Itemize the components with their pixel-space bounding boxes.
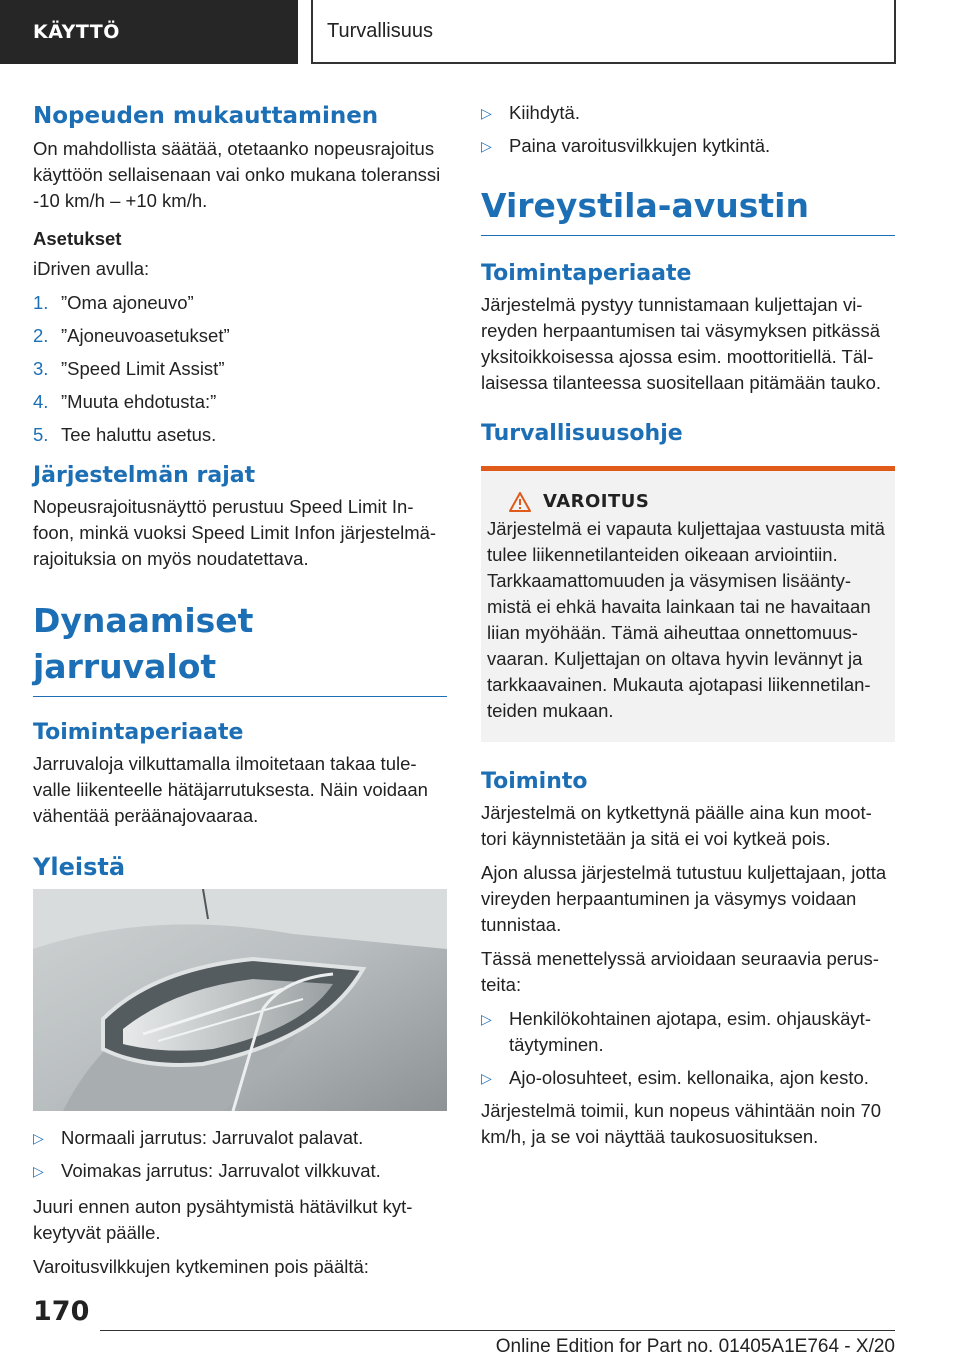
- triangle-bullet-icon: ▷: [481, 138, 492, 154]
- step-text: ”Speed Limit Assist”: [61, 358, 225, 379]
- heading-principle: Toimintaperiaate: [481, 261, 692, 286]
- chapter-title: Turvallisuus: [327, 19, 433, 42]
- page-number: 170: [33, 1296, 90, 1327]
- settings-steps: [33, 290, 447, 448]
- bullet-text: Normaali jarrutus: Jarruvalot palavat.: [61, 1127, 364, 1148]
- list-item: [481, 100, 895, 126]
- right-column: [481, 100, 895, 1162]
- step-number: 1.: [33, 292, 49, 313]
- triangle-bullet-icon: ▷: [481, 1070, 492, 1086]
- bullet-text: Ajo-olosuhteet, esim. kellonaika, ajon kesto.: [509, 1067, 869, 1088]
- heading-system-limits: Järjestelmän rajat: [33, 463, 256, 488]
- step-number: 4.: [33, 391, 49, 412]
- triangle-bullet-icon: ▷: [481, 105, 492, 121]
- list-item: [33, 1125, 447, 1151]
- list-item: [33, 323, 447, 349]
- bullet-text: Henkilökohtainen ajotapa, esim. ohjauskäyt-täytyminen.: [509, 1008, 871, 1055]
- list-item: [481, 133, 895, 159]
- triangle-bullet-icon: ▷: [33, 1163, 44, 1179]
- brake-bullets: [33, 1125, 447, 1184]
- list-item: [33, 422, 447, 448]
- principle-text: Järjestelmä pystyy tunnistamaan kuljettajan vi-reyden herpaantumisen tai väsymyksen pitkässä yksitoikkoisessa ajossa esim. moottoritiellä. Täl-laisessa tilanteessa suositellaan pitämään tauko.: [481, 294, 882, 393]
- step-number: 5.: [33, 424, 49, 445]
- function-text-1: Järjestelmä on kytkettynä päälle aina kun moot-tori käynnistetään ja sitä ei voi kytkeä pois.: [481, 802, 872, 849]
- heading-settings: Asetukset: [33, 228, 122, 249]
- heading-dynamic-brake-lights: Dynaamiset jarruvalot: [33, 598, 447, 697]
- step-text: ”Muuta ehdotusta:”: [61, 391, 217, 412]
- function-text-2: Ajon alussa järjestelmä tutustuu kuljettajaan, jotta vireyden herpaantuminen ja väsymys voidaan tunnistaa.: [481, 862, 887, 935]
- principle-text: Jarruvaloja vilkuttamalla ilmoitetaan takaa tule-valle liikenteelle hätäjarrutuksesta. Näin voidaan vähentää peräänajovaaraa.: [33, 753, 428, 826]
- criteria-bullets: [481, 1006, 895, 1091]
- step-text: ”Oma ajoneuvo”: [61, 292, 194, 313]
- list-item: [481, 1065, 895, 1091]
- warning-text: Järjestelmä ei vapauta kuljettajaa vastuusta mitä tulee liikennetilanteiden oikeaan arviointiin. Tarkkaamattomuuden ja väsymisen lisäänty-mistä ei ehkä havaita lainkaan tai ne havaitaan liian myöhään. Tämä aiheuttaa onnettomuus-vaaran. Kuljettajan on oltava hyvin levännyt ja tarkkaavainen. Mukauta ajotapasi liikennetilan-teiden mukaan.: [487, 518, 885, 721]
- list-item: [33, 389, 447, 415]
- section-title: KÄYTTÖ: [33, 21, 120, 43]
- step-number: 2.: [33, 325, 49, 346]
- function-text-4: Järjestelmä toimii, kun nopeus vähintään noin 70 km/h, ja se voi näyttää taukosuosituksen.: [481, 1100, 882, 1147]
- warning-triangle-icon: [509, 492, 531, 512]
- heading-function: Toiminto: [481, 769, 588, 794]
- step-number: 3.: [33, 358, 49, 379]
- heading-drowsiness-assistant: Vireystila-avustin: [481, 183, 895, 236]
- heading-safety: Turvallisuusohje: [481, 421, 683, 446]
- hazard-off-text: Varoitusvilkkujen kytkeminen pois päältä:: [33, 1256, 369, 1277]
- system-limits-text: Nopeusrajoitusnäyttö perustuu Speed Limit In-foon, minkä vuoksi Speed Limit Infon järjestelmä-rajoituksia on myös noudatettava.: [33, 496, 437, 569]
- heading-speed-adjust: Nopeuden mukauttaminen: [33, 103, 379, 129]
- idrive-text: iDriven avulla:: [33, 258, 150, 279]
- edition-text: Online Edition for Part no. 01405A1E764 - X/20: [495, 1336, 895, 1357]
- list-item: [33, 290, 447, 316]
- list-item: [33, 356, 447, 382]
- warning-title: VAROITUS: [543, 491, 650, 512]
- step-text: Tee haluttu asetus.: [61, 424, 217, 445]
- triangle-bullet-icon: ▷: [481, 1011, 492, 1027]
- section-tab: [0, 0, 298, 64]
- step-text: ”Ajoneuvoasetukset”: [61, 325, 230, 346]
- heading-general: Yleistä: [33, 853, 126, 881]
- warning-header: [487, 491, 887, 512]
- speed-adjust-text: On mahdollista säätää, otetaanko nopeusrajoitus käyttöön sellaisenaan vai onko mukana toleranssi -10 km/h – +10 km/h.: [33, 138, 441, 211]
- footer-divider: [100, 1330, 895, 1331]
- triangle-bullet-icon: ▷: [33, 1130, 44, 1146]
- list-item: [481, 1006, 895, 1058]
- function-text-3: Tässä menettelyssä arvioidaan seuraavia perus-teita:: [481, 948, 879, 995]
- bullet-text: Voimakas jarrutus: Jarruvalot vilkkuvat.: [61, 1160, 381, 1181]
- warning-box: [481, 466, 895, 742]
- bullet-text: Paina varoitusvilkkujen kytkintä.: [509, 135, 771, 156]
- hazard-text: Juuri ennen auton pysähtymistä hätävilkut kyt-keytyvät päälle.: [33, 1196, 413, 1243]
- left-column: [33, 100, 447, 1292]
- heading-principle: Toimintaperiaate: [33, 720, 244, 745]
- hazard-bullets: [481, 100, 895, 159]
- chapter-tab: [311, 0, 896, 64]
- bullet-text: Kiihdytä.: [509, 102, 580, 123]
- brake-light-image: [33, 889, 447, 1111]
- list-item: [33, 1158, 447, 1184]
